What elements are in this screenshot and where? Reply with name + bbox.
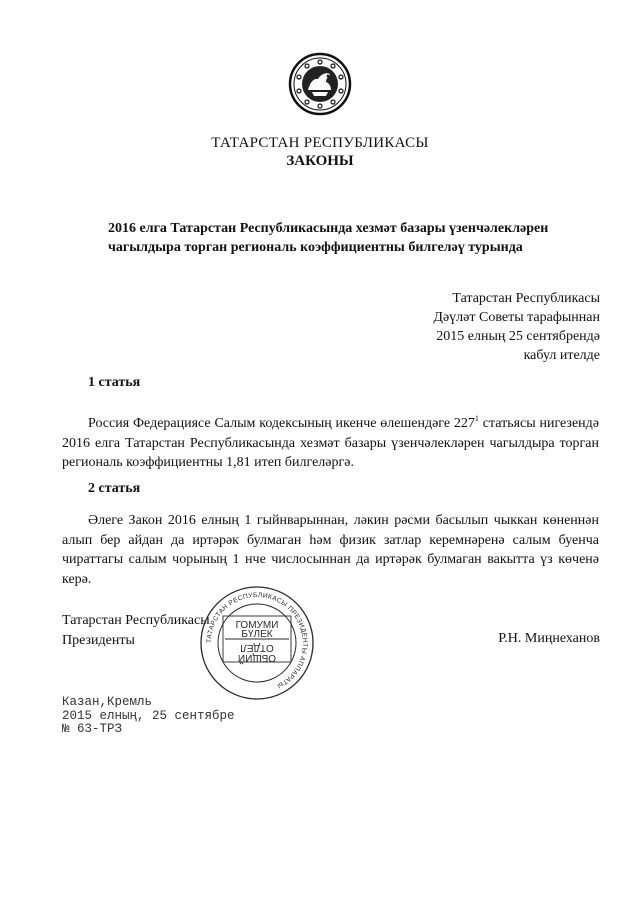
stamp-line-3: ОБЩИЙ bbox=[237, 652, 277, 663]
signatory-title-line-1: Татарстан Республикасы bbox=[62, 613, 210, 628]
tatarstan-emblem-icon bbox=[288, 52, 352, 116]
article-1-text-end: статьясы нигезендә 2016 елга Татарстан Республикасында хезмәт базары үзенчәлекләрен чагылдыра торган региональ коэффициентны 1,81 итеп билгеләргә. bbox=[62, 416, 599, 470]
law-title bbox=[108, 220, 558, 257]
footer-date: 2015 елның, 25 сентябре bbox=[62, 708, 235, 723]
stamp-line-1: ГОМУМИ bbox=[235, 620, 279, 631]
adoption-line-4: кабул ителде bbox=[523, 348, 600, 363]
stamp-line-2: БҮЛЕК bbox=[241, 629, 273, 640]
signatory-title-line-2: Президенты bbox=[62, 632, 135, 648]
stamp-outer-text: ТАТАРСТАН РЕСПУБЛИКАСЫ ПРЕЗИДЕНТЫ АППАРАТЫ bbox=[205, 591, 309, 690]
svg-text:ТАТАРСТАН РЕСПУБЛИКАСЫ ПРЕЗИДЕ bbox=[206, 592, 308, 689]
adoption-note bbox=[380, 289, 600, 365]
adoption-line-3: 2015 елның 25 сентябрендә bbox=[436, 329, 600, 344]
footer-number: № 63-ТРЗ bbox=[62, 722, 123, 736]
article-1-heading: 1 статья bbox=[88, 375, 141, 390]
law-title-line-2: чагылдыра торган региональ коэффициентны билгеләү турында bbox=[108, 239, 523, 255]
office-stamp bbox=[198, 584, 316, 702]
article-2-heading: 2 статья bbox=[88, 481, 141, 496]
footer-place: Казан,Кремль bbox=[62, 695, 153, 709]
article-1-superscript: 1 bbox=[474, 414, 479, 423]
stamp-line-4: ОТДЕЛ bbox=[240, 642, 274, 653]
header-law: ЗАКОНЫ bbox=[286, 153, 354, 169]
signatory-title bbox=[62, 611, 210, 650]
place-date-number bbox=[62, 696, 235, 737]
article-1-text bbox=[62, 409, 599, 473]
article-1-text-start: Россия Федерациясе Салым кодексының икенче өлешендәге 227 bbox=[88, 416, 475, 431]
signatory-name: Р.Н. Миңнеханов bbox=[498, 631, 600, 646]
article-2-text: Әлеге Закон 2016 елның 1 гыйнварыннан, ләкин рәсми басылып чыккан көненнән алып бер айдан да иртәрәк булмаган һәм физик затлар керемнәренә салым буенча чираттагы салым чорының 1 нче числосыннан да иртәрәк булмаган вакытта үз көченә керә. bbox=[62, 513, 599, 587]
adoption-line-2: Дәүләт Советы тарафыннан bbox=[433, 310, 600, 325]
header-republic: ТАТАРСТАН РЕСПУБЛИКАСЫ bbox=[211, 135, 429, 151]
adoption-line-1: Татарстан Республикасы bbox=[452, 291, 600, 306]
law-title-line-1: 2016 елга Татарстан Республикасында хезмәт базары үзенчәлекләрен bbox=[108, 221, 549, 236]
